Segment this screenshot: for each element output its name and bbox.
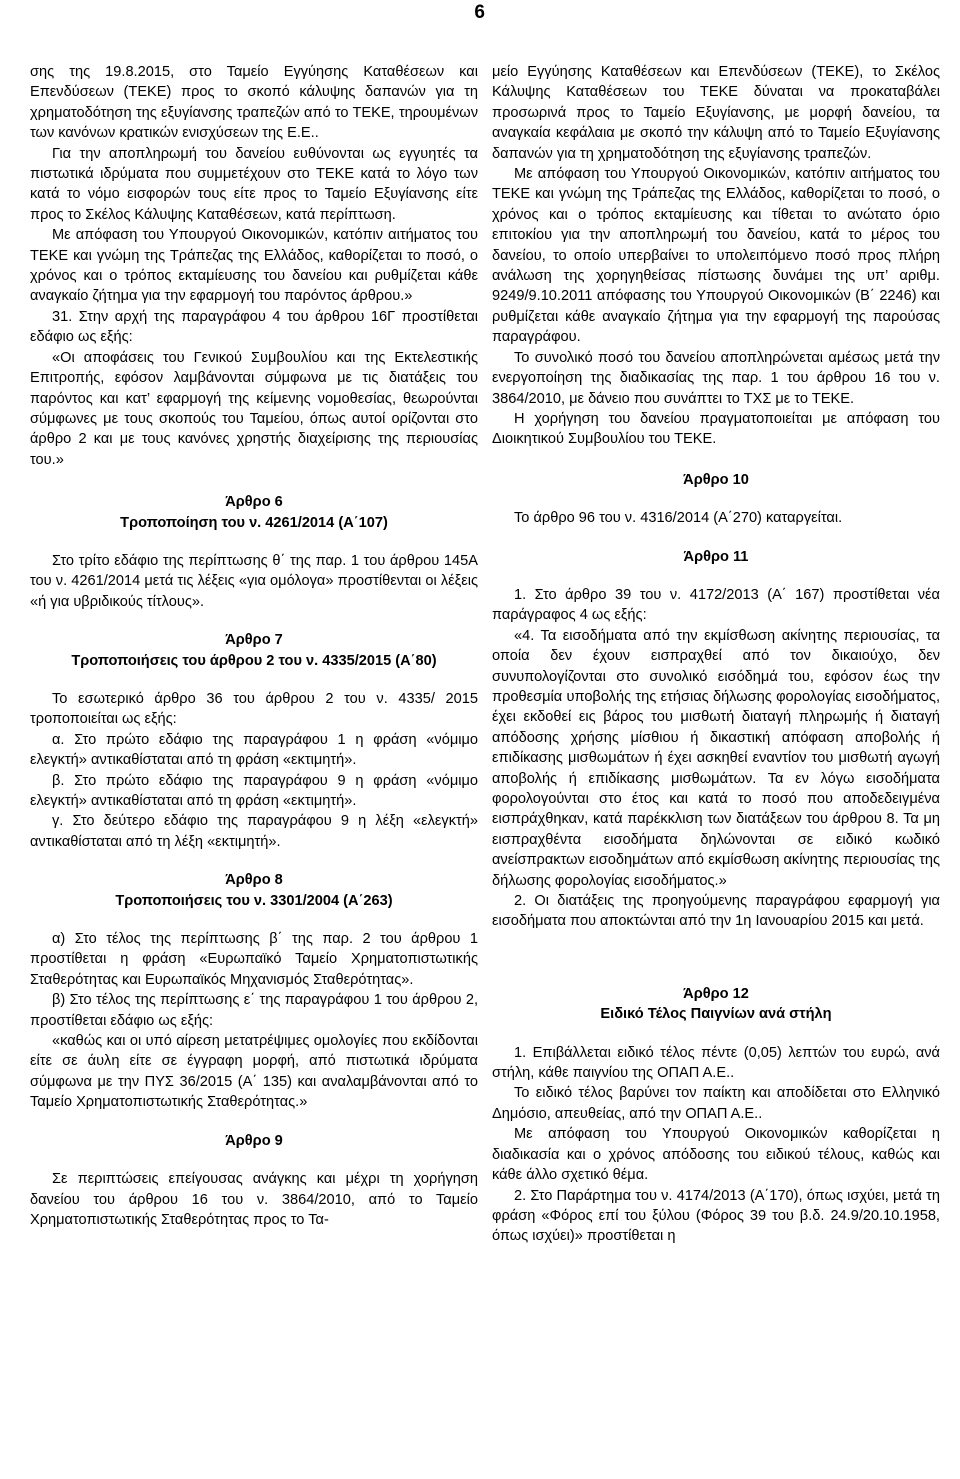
left-column xyxy=(30,62,478,1230)
paragraph: 31. Στην αρχή της παραγράφου 4 του άρθρου 16Γ προστίθεται εδάφιο ως εξής: xyxy=(30,308,478,346)
paragraph: γ. Στο δεύτερο εδάφιο της παραγράφου 9 η λέξη «ελεγκτή» αντικαθίσταται από τη λέξη «εκτιμητή». xyxy=(30,813,478,850)
paragraph: «Οι αποφάσεις του Γενικού Συμβουλίου και της Εκτελεστικής Επιτροπής, εφόσον λαμβάνονται σύμφωνα με τις διατάξεις του παρόντος και κατ’ εφαρμογή της κείμενης νομοθεσίας, θεωρούνται σύμφωνες με τους σκοπούς του Ταμείου, όπως αυτοί ορίζονται στο άρθρο 2 και με τους κανόνες χρηστής διαχείρισης της περιουσίας του.» xyxy=(30,349,478,468)
article-11-title: Άρθρο 11 xyxy=(683,548,749,565)
article-12-title: Άρθρο 12 xyxy=(683,985,749,1002)
paragraph: σης της 19.8.2015, στο Ταμείο Εγγύησης Καταθέσεων και Επενδύσεων (ΤΕΚΕ) προς το σκοπό κάλυψης δαπανών για τη χρηματοδότηση της εξυγίανσης τραπεζών από το ΤΕΚΕ, τηρουμένων των κανόνων κρατικών ενισχύσεων της Ε.Ε.. xyxy=(30,64,478,142)
article-7-title: Άρθρο 7 xyxy=(225,632,283,649)
paragraph: α. Στο πρώτο εδάφιο της παραγράφου 1 η φράση «νόμιμο ελεγκτή» αντικαθίσταται από τη φράση «εκτιμητή». xyxy=(30,731,478,769)
page-number: 6 xyxy=(474,2,485,23)
article-8-title: Άρθρο 8 xyxy=(225,872,283,889)
paragraph: β. Στο πρώτο εδάφιο της παραγράφου 9 η φράση «νόμιμο ελεγκτή» αντικαθίσταται από τη φράση «εκτιμητή». xyxy=(30,772,478,809)
article-6-title: Άρθρο 6 xyxy=(225,494,283,511)
article-10-title: Άρθρο 10 xyxy=(683,471,749,488)
paragraph: Το ειδικό τέλος βαρύνει τον παίκτη και αποδίδεται στο Ελληνικό Δημόσιο, απευθείας, από την ΟΠΑΠ Α.Ε.. xyxy=(492,1085,940,1122)
paragraph: «4. Τα εισοδήματα από την εκμίσθωση ακίνητης περιουσίας, τα οποία δεν έχουν εισπραχθεί από τον δικαιούχο, δεν συνυπολογίζονται στο συνολικό εισόδημά του, εφόσον έως την προθεσμία υποβολής της ετήσιας δήλωσης φορολογίας εισοδήματος, έχει εκδοθεί εις βάρος του μισθωτή διαταγή πληρωμής ή διαταγή απόδοσης χρήσης μίσθιου ή δικαστική απόφαση αποβολής ή επιδίκασης μισθωμάτων ή έχει ασκηθεί εναντίον του μισθωτή αγωγή αποβολής ή επιδίκασης μισθωμάτων. Τα εν λόγω εισοδήματα φορολογούνται στο έτος και κατά το ποσό που αποδεδειγμένα εισπράχθηκαν, κατά παρέκκλιση των διατάξεων του άρθρου 8. Τα μη εισπραχθέντα εισοδήματα δηλώνονται σε ειδικό κωδικό ανείσπρακτων εισοδημάτων από εκμίσθωση ακίνητης περιουσίας της δήλωσης φορολογίας εισοδήματος.» xyxy=(492,627,940,889)
paragraph: μείο Εγγύησης Καταθέσεων και Επενδύσεων (ΤΕΚΕ), το Σκέλος Κάλυψης Καταθέσεων του ΤΕΚΕ δύναται να προκαταβάλει προσωρινά προς το Ταμείο Εξυγίανσης, με μορφή δανείου, τα αναγκαία κεφάλαια με σκοπό την κάλυψη από το Ταμείο Εξυγίανσης δαπανών για τη χρηματοδότηση της εξυγίανσης τραπεζών. xyxy=(492,64,940,162)
paragraph: Με απόφαση του Υπουργού Οικονομικών καθορίζεται η διαδικασία και ο χρόνος απόδοσης του ειδικού τέλους, καθώς και κάθε άλλο σχετικό θέμα. xyxy=(492,1126,940,1184)
paragraph: Το άρθρο 96 του ν. 4316/2014 (Α΄270) καταργείται. xyxy=(514,510,843,527)
article-9-title: Άρθρο 9 xyxy=(225,1132,283,1149)
paragraph: 2. Οι διατάξεις της προηγούμενης παραγράφου εφαρμογή για εισοδήματα που αποκτώνται από την 1η Ιανουαρίου 2015 και μετά. xyxy=(492,893,940,930)
paragraph: Η χορήγηση του δανείου πραγματοποιείται με απόφαση του Διοικητικού Συμβουλίου του ΤΕΚΕ. xyxy=(492,410,940,448)
paragraph: 1. Επιβάλλεται ειδικό τέλος πέντε (0,05) λεπτών του ευρώ, ανά στήλη, κάθε παιγνίου της ΟΠΑΠ Α.Ε.. xyxy=(492,1044,940,1082)
paragraph: β) Στο τέλος της περίπτωσης ε΄ της παραγράφου 1 του άρθρου 2, προστίθεται εδάφιο ως εξής: xyxy=(30,992,478,1029)
paragraph: Με απόφαση του Υπουργού Οικονομικών, κατόπιν αιτήματος του ΤΕΚΕ και γνώμη της Τράπεζας της Ελλάδος, καθορίζεται το ποσό, ο χρόνος και ο τρόπος εκταμίευσης και τίθεται το ανώτατο όριο επιτοκίου για την αποπληρωμή του δανείου, κατά το μέρος του δανείου, το οποίο υπερβαίνει το υπολειπόμενο ποσό προς πλήρη ανάλωση της χορηγηθείσας πίστωσης δυνάμει της υπ’ αριθμ. 9249/9.10.2011 απόφασης του Υπουργού Οικονομικών (Β΄ 2246) και ρυθμίζεται κάθε αναγκαίο ζήτημα για την εφαρμογή της παρούσας παραγράφου. xyxy=(492,166,940,346)
paragraph: Το συνολικό ποσό του δανείου αποπληρώνεται αμέσως μετά την ενεργοποίηση της διαδικασίας της παρ. 1 του άρθρου 16 του ν. 3864/2010, με δάνειο που συνάπτει το ΤΧΣ με το ΤΕΚΕ. xyxy=(492,349,940,407)
article-7-subtitle: Τροποποιήσεις του άρθρου 2 του ν. 4335/2015 (Α΄80) xyxy=(71,652,437,669)
article-6-subtitle: Τροποποίηση του ν. 4261/2014 (Α΄107) xyxy=(120,514,388,531)
paragraph: α) Στο τέλος της περίπτωσης β΄ της παρ. 2 του άρθρου 1 προστίθεται η φράση «Ευρωπαϊκό Ταμείο Χρηματοπιστωτικής Σταθερότητας και Ευρωπαϊκός Μηχανισμός Σταθερότητας». xyxy=(30,931,478,988)
paragraph: «καθώς και οι υπό αίρεση μετατρέψιμες ομολογίες που εκδίδονται είτε σε άυλη είτε σε έγγραφη μορφή, από πιστωτικά ιδρύματα σύμφωνα με την ΠΥΣ 36/2015 (Α΄ 135) και αναλαμβάνονται από το Ταμείο Χρηματοπιστωτικής Σταθερότητας.» xyxy=(30,1033,478,1111)
right-column xyxy=(492,62,940,1247)
paragraph: Για την αποπληρωμή του δανείου ευθύνονται ως εγγυητές τα πιστωτικά ιδρύματα που συμμετέχουν στο ΤΕΚΕ κατά το λόγο των κατά το νόμο εισφορών τους είτε προς το Ταμείο Εξυγίανσης είτε προς το Σκέλος Κάλυψης Καταθέσεων, κατά περίπτωση. xyxy=(30,145,478,223)
paragraph: Στο τρίτο εδάφιο της περίπτωσης θ΄ της παρ. 1 του άρθρου 145Α του ν. 4261/2014 μετά τις λέξεις «για ομόλογα» προστίθενται οι λέξεις «ή για υβριδικούς τίτλους». xyxy=(30,552,478,610)
article-8-subtitle: Τροποποιήσεις του ν. 3301/2004 (Α΄263) xyxy=(115,892,393,909)
paragraph: 1. Στο άρθρο 39 του ν. 4172/2013 (Α΄ 167) προστίθεται νέα παράγραφος 4 ως εξής: xyxy=(492,586,940,624)
paragraph: Με απόφαση του Υπουργού Οικονομικών, κατόπιν αιτήματος του ΤΕΚΕ και γνώμη της Τράπεζας της Ελλάδος, καθορίζεται το ποσό, ο χρόνος και ο τρόπος εκταμίευσης του δανείου και ρυθμίζεται κάθε αναγκαίο ζήτημα για την εφαρμογή του παρόντος άρθρου.» xyxy=(30,227,478,305)
paragraph: Σε περιπτώσεις επείγουσας ανάγκης και μέχρι τη χορήγηση δανείου του άρθρου 16 του ν. 3864/2010, από το Ταμείο Χρηματοπιστωτικής Σταθερότητας προς το Τα- xyxy=(30,1171,478,1228)
paragraph: Το εσωτερικό άρθρο 36 του άρθρου 2 του ν. 4335/ 2015 τροποποιείται ως εξής: xyxy=(30,690,478,728)
paragraph: 2. Στο Παράρτημα του ν. 4174/2013 (Α΄170), όπως ισχύει, μετά τη φράση «Φόρος επί του ξύλου (Φόρος 39 του β.δ. 24.9/20.10.1958, όπως ισχύει)» προστίθεται η xyxy=(492,1187,940,1245)
article-12-subtitle: Ειδικό Τέλος Παιγνίων ανά στήλη xyxy=(600,1006,832,1023)
